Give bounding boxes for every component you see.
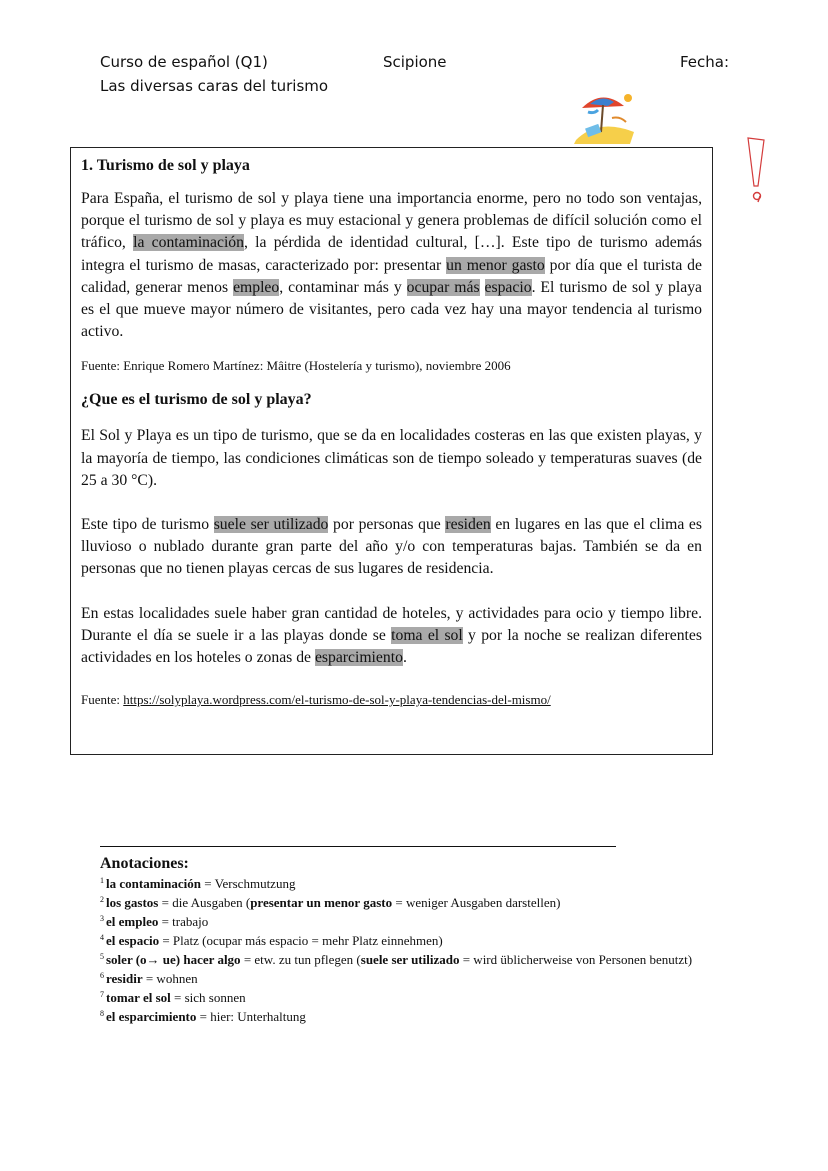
annotation-item: $^4$ el espacio = Platz (ocupar más espacio = mehr Platz einnehmen) — [100, 933, 443, 948]
topic-title: Las diversas caras del turismo — [100, 77, 329, 95]
teacher-name: Scipione — [383, 53, 447, 71]
highlight-ocupar-mas: ocupar más — [406, 278, 480, 296]
annotations-divider — [100, 846, 616, 847]
source-link[interactable]: https://solyplaya.wordpress.com/el-turismo-de-sol-y-playa-tendencias-del-mismo/ — [123, 692, 551, 708]
annotation-item: $^1$ la contaminación = Verschmutzung — [100, 876, 296, 891]
annotation-item: $^7$ tomar el sol = sich sonnen — [100, 990, 246, 1005]
source-romero: Fuente: Enrique Romero Martínez: Mâitre (Hostelería y turismo), noviembre 2006 — [81, 358, 511, 374]
highlight-menor-gasto: un menor gasto — [446, 256, 545, 274]
paragraph-usuarios: Este tipo de turismo suele ser utilizado por personas que residen en lugares en las que el clima es lluvioso o nublado durante gran parte del año y/o con temperaturas bajas. También se da en personas que no tienen playas cercas de sus lugares de residencia. — [81, 516, 703, 578]
paragraph-turismo-espana: Para España, el turismo de sol y playa tiene una importancia enorme, pero no todo son ventajas, porque el turismo de sol y playa es muy estacional y genera problemas de difícil solución como el tráfico, la contaminación, la pérdida de identidad cultural, […]. Este tipo de turismo además integra el turismo de masas, caracterizado por: presentar un menor gasto por día que el turista de calidad, generar menos empleo, contaminar más y ocupar más espacio. El turismo de sol y playa es el que mueve mayor número de visitantes, pero cada vez hay una mayor tendencia al turismo activo. — [81, 190, 703, 341]
highlight-toma-el-sol: toma el sol — [391, 626, 463, 644]
section-title-que-es: ¿Que es el turismo de sol y playa? — [81, 391, 312, 409]
date-label: Fecha: — [680, 53, 730, 71]
annotation-item: $^5$ soler (o→ ue) hacer algo = etw. zu tun pflegen (suele ser utilizado = wird üblicherweise von Personen benutzt) — [100, 952, 693, 967]
annotations — [100, 854, 700, 1025]
section-title-turismo-sol-playa: 1. Turismo de sol y playa — [81, 157, 250, 174]
highlight-residen: residen — [445, 516, 491, 534]
course-title: Curso de español (Q1) — [100, 53, 268, 71]
highlight-suele-ser-utilizado: suele ser utilizado — [213, 516, 329, 534]
handwritten-mark-icon — [740, 136, 770, 208]
annotation-item: $^8$ el esparcimiento = hier: Unterhaltung — [100, 1009, 306, 1024]
source-solyplaya: Fuente: https://solyplaya.wordpress.com/el-turismo-de-sol-y-playa-tendencias-del-mismo/ — [81, 692, 551, 708]
highlight-contaminacion: la contaminación — [133, 234, 244, 252]
paragraph-actividades: En estas localidades suele haber gran cantidad de hoteles, y actividades para ocio y tiempo libre. Durante el día se suele ir a las playas donde se toma el sol y por la noche se realizan diferentes actividades en los hoteles o zonas de esparcimiento. — [81, 604, 702, 667]
annotation-item: $^3$ el empleo = trabajo — [100, 914, 209, 929]
annotation-item: $^6$ residir = wohnen — [100, 971, 198, 986]
beach-umbrella-icon — [568, 88, 638, 146]
highlight-empleo: empleo — [233, 278, 280, 296]
annotations-title: Anotaciones: — [100, 855, 189, 872]
highlight-espacio: espacio — [484, 278, 532, 296]
reading-text-box — [70, 147, 713, 755]
paragraph-definicion: El Sol y Playa es un tipo de turismo, que se da en localidades costeras en las que existen playas, y la mayoría de tiempo, las condiciones climáticas son de tiempo soleado y temperaturas suaves (de 25 a 30 °C). — [81, 427, 702, 489]
annotation-item: $^2$ los gastos = die Ausgaben (presentar un menor gasto = weniger Ausgaben darstellen) — [100, 895, 561, 910]
highlight-esparcimiento: esparcimiento — [314, 649, 403, 667]
